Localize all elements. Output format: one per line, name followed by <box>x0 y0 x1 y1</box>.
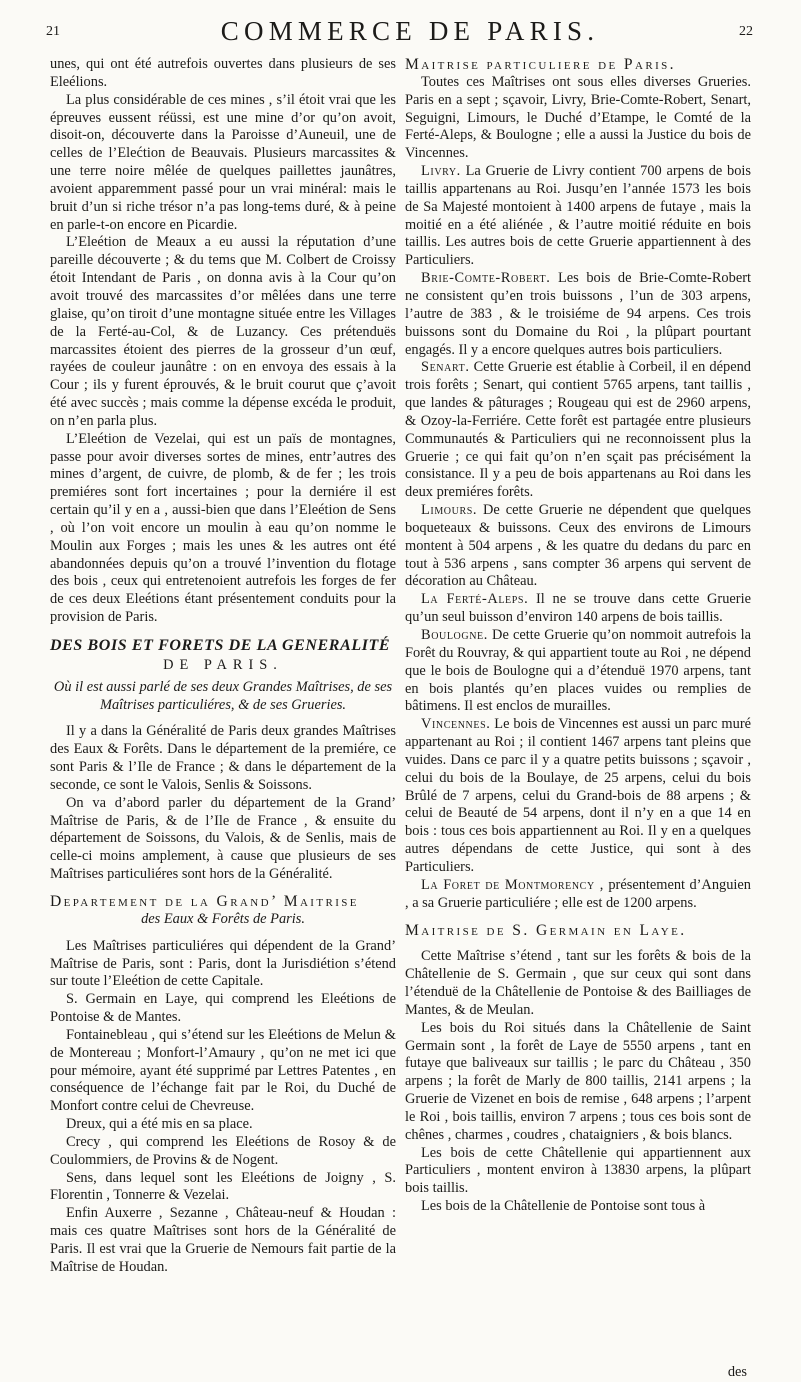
entry-text: Les bois de Brie-Comte-Robert ne consistent qu’en trois buissons , l’un de 303 arpens, l’autre de 383 , & le troisiéme de 94 arpens. Ces trois buissons sont du Domaine du Roi , la plûpart pourtant engagés. Il y a encore quelques autres bois particuliers. <box>405 270 751 358</box>
paragraph: Crecy , qui comprend les Eleétions de Rosoy & de Coulommiers, de Provins & de Nogent. <box>50 1133 396 1168</box>
paragraph <box>405 502 751 591</box>
entry-text: Le bois de Vincennes est aussi un parc muré appartenant au Roi ; il contient 1467 arpens tant pleins que vuides. Dans ce parc il y a quatre petits buissons ; sçavoir , celui du bois de la Boulaye, de 25 arpens, celui du bois Brûlé de 7 arpens, celui du Grand-bois de 88 arpens ; & celui de Beauté de 54 arpens, dont il n’y en a que 14 en bois : tous ces bois appartiennent au Roi. Il y en a quelques autres dépendans de cette Justice, qui sont à des Particuliers. <box>405 716 751 875</box>
entry-lead: Boulogne. <box>421 627 488 643</box>
entry-lead: Senart. <box>421 359 470 376</box>
entry-text: La Gruerie de Livry contient 700 arpens de bois taillis appartenans au Roi. Jusqu’en l’année 1573 les bois de Sa Majesté montoient à 1400 arpens de futaye , mais la moitié en a été aliénée , & l’autre moitié réduite en bois taillis. Les autres bois de cette Gruerie appartiennent à des Particuliers. <box>405 163 751 269</box>
paragraph <box>405 877 751 913</box>
paragraph <box>405 359 751 502</box>
running-header <box>0 8 801 46</box>
paragraph: Les bois de cette Châtellenie qui appartiennent aux Particuliers , montent environ à 13830 arpens, la plûpart bois taillis. <box>405 1144 751 1197</box>
paragraph: Fontainebleau , qui s’étend sur les Eleétions de Melun & de Montereau ; Monfort-l’Amaury , qu’on ne met ici que pour mémoire, ayant été supprimé par Lettres Patentes , en conséquence de l’échange fait par le Roi, du Duché de Monfort contre celui de Chevreuse. <box>50 1026 396 1115</box>
entry-lead: Livry. <box>421 163 461 180</box>
paragraph: Enfin Auxerre , Sezanne , Château-neuf & Houdan : mais ces quatre Maîtrises sont hors de la Généralité de Paris. Il est vrai que la Gruerie de Nemours fait partie de la Maîtrise de Houdan. <box>50 1205 396 1275</box>
entry-lead: Brie-Comte-Robert. <box>421 270 551 287</box>
paragraph <box>405 591 751 627</box>
catchword: des <box>727 1364 747 1380</box>
paragraph: Dreux, qui a été mis en sa place. <box>66 1116 253 1133</box>
page-number-right: 22 <box>739 24 753 39</box>
paragraph <box>405 163 751 270</box>
chapter-heading: DES BOIS ET FORETS DE LA GENERALITÉ <box>50 637 391 654</box>
paragraph: Il y a dans la Généralité de Paris deux grandes Maîtrises des Eaux & Forêts. Dans le département de la premiére, ce sont Paris & l’Ile de France ; & dans le département de la seconde, ce sont le Valois, Senlis & Soissons. <box>50 723 396 793</box>
section-heading: Departement de la Grand’ Maitrise <box>50 892 359 910</box>
paragraph: Toutes ces Maîtrises ont sous elles diverses Grueries. Paris en a sept ; sçavoir, Livry, Brie-Comte-Robert, Senart, Seguigni, Limours, le Duché d’Etampe, le Comté de la Ferté-Aleps, & Boulogne ; elle a aussi la Justice du bois de Vincennes. <box>405 73 751 162</box>
entry-lead: La Ferté-Aleps. <box>421 591 529 608</box>
paragraph: Les bois de la Châtellenie de Pontoise sont tous à <box>421 1198 706 1215</box>
paragraph: Sens, dans lequel sont les Eleétions de Joigny , S. Florentin , Tonnerre & Vezelai. <box>50 1169 396 1204</box>
paragraph: Les bois du Roi situés dans la Châtellenie de Saint Germain sont , la forêt de Laye de 5550 arpens , tant en futaye que baliveaux sur taillis ; le parc du Château , 350 arpens ; la forêt de Marly de 800 taillis, 2141 arpens ; la Gruerie de Vizenet en bois de remise , 648 arpens ; l’arpent le Roi , bois taillis, environ 7 arpens ; tous ces bois sont de chênes , charmes , coudres , chataigniers , & bois blancs. <box>405 1019 751 1143</box>
paragraph: La plus considérable de ces mines , s’il étoit vrai que les épreuves eussent réüssi, est une mine d’or qu’on avoit, disoit-on, découverte dans la Paroisse d’Auneuil, une de celles de l’Elećtion de Beauvais. Plusieurs marcassites & une terre noire mêlée de quelques paillettes jaunâtres, avoient apparemment passé pour un vrai minéral: mais le bruit d’un si riche trésor n’a pas long-tems duré, & à peine en parle-t-on encore en Picardie. <box>50 91 396 233</box>
entry-text: De cette Gruerie qu’on nommoit autrefois la Forêt du Rouvray, & qui appartient toute au Roi , ne dépend que le bois de Boulogne qui a d’étenduë 1970 arpens, tant en bois plantés qu’en places vuides ou remplies de bâtimens. Il est enclos de murailles. <box>405 627 751 715</box>
chapter-subtitle: Où il est aussi parlé de ses deux Grandes Maîtrises, de ses Maîtrises particuliéres, & de ses Grueries. <box>53 678 393 713</box>
entry-text: présentement d’Anguien , a sa Gruerie particuliére ; elle est de 1200 arpens. <box>405 876 751 911</box>
paragraph: Cette Maîtrise s’étend , tant sur les forêts & bois de la Châtellenie de S. Germain , que sur ceux qui sont dans l’étenduë de la Châtellenie de Pontoise & des Bailliages de Mantes, & de Meulan. <box>405 948 751 1018</box>
paragraph: S. Germain en Laye, qui comprend les Eleétions de Pontoise & de Mantes. <box>50 991 396 1026</box>
left-column <box>50 56 396 1277</box>
paragraph: L’Eleétion de Meaux a eu aussi la réputation d’une pareille découverte ; & du tems que M. Colbert de Croissy étoit Intendant de Paris , on donna avis à la Cour qu’on avoit trouvé des marcassites d’or mêlées dans une terre glaise, qu’on tiroit d’une montagne située entre les Villages de la Ferté-au-Col, & de Luzancy. Ces prétenduës marcassites étoient des pierres de la grosseur d’un œuf, rayées de couleur jaunâtre : on en envoya des essais à la Cour ; ils y furent éprouvés, & le bruit courut que ç’avoit été avec succès ; mais comme la dépense excéda le produit, on n’en parla plus. <box>50 234 396 429</box>
paragraph <box>405 270 751 359</box>
entry-text: Il ne se trouve dans cette Gruerie qu’un seul buisson d’environ 140 arpens de bois taillis. <box>405 591 751 626</box>
section-heading: Maitrise de S. Germain en Laye. <box>405 921 687 939</box>
paragraph: Les Maîtrises particuliéres qui dépendent de la Grand’ Maîtrise de Paris, sont : Paris, dont la Jurisdiétion s’étend sur toute l’Eleétion de cette Capitale. <box>50 937 396 990</box>
entry-text: Cette Gruerie est établie à Corbeil, il en dépend trois forêts ; Senart, qui contient 5765 arpens, tant taillis , que landes & pâturages ; Rougeau qui est de 2960 arpens, & Ozoy-la-Ferriére. Cette forêt est partagée entre plusieurs Communautés & Particuliers qui ne reconnoissent plus la Gruerie ; ce qui fait qu’on n’en sçait pas précisément la consistance. Il y a peu de bois appartenans au Roi dans les deux premiéres forêts. <box>405 359 751 501</box>
page-number-left: 21 <box>46 24 60 39</box>
right-column <box>405 56 751 1216</box>
entry-lead: Vincennes. <box>421 716 491 733</box>
entry-lead: Limours. <box>421 502 478 519</box>
section-heading: Maitrise particuliere de Paris. <box>405 56 676 73</box>
paragraph: On va d’abord parler du département de la Grand’ Maîtrise de Paris, & de l’Ile de France , & ensuite du département de Soissons, du Valois, & de Senlis, mais de celle-ci moins amplement, à cause que plusieurs de ses Maîtrises particuliéres sont hors de la Généralité. <box>50 794 396 883</box>
paragraph: L’Eleétion de Vezelai, qui est un païs de montagnes, passe pour avoir diverses sortes de mines, entr’autres des mines d’argent, de cuivre, de plomb, & de fer ; les trois premiéres sont fort incertaines ; pour la derniére il est certain qu’il y en a , aussi-bien que dans l’Eleétion de Sens , où l’on voit encore un moulin à eau qu’on nomme le Moulin aux Forges ; mais les unes & les autres ont été abandonnées depuis qu’on a trouvé l’invention du flotage des bois , ceux qui entretenoient autrefois les forges de fer de ces deux Eleétions étant présentement conduits pour la provision de Paris. <box>50 430 396 626</box>
paragraph <box>405 716 751 877</box>
running-title: COMMERCE DE PARIS. <box>220 16 600 46</box>
paragraph <box>405 627 751 716</box>
chapter-heading-sub: DE PARIS. <box>163 656 283 673</box>
paragraph: unes, qui ont été autrefois ouvertes dans plusieurs de ses Eleélions. <box>50 56 396 90</box>
entry-text: De cette Gruerie ne dépendent que quelques boqueteaux & buissons. Ceux des environs de Limours montent à 504 arpens , & les quatre du dedans du parc en tout à 536 arpens , sans compter 36 arpens qui servent de décoration au Château. <box>405 502 751 590</box>
section-subheading: des Eaux & Forêts de Paris. <box>141 910 305 927</box>
entry-lead: La Foret de Montmorency , <box>421 876 604 893</box>
